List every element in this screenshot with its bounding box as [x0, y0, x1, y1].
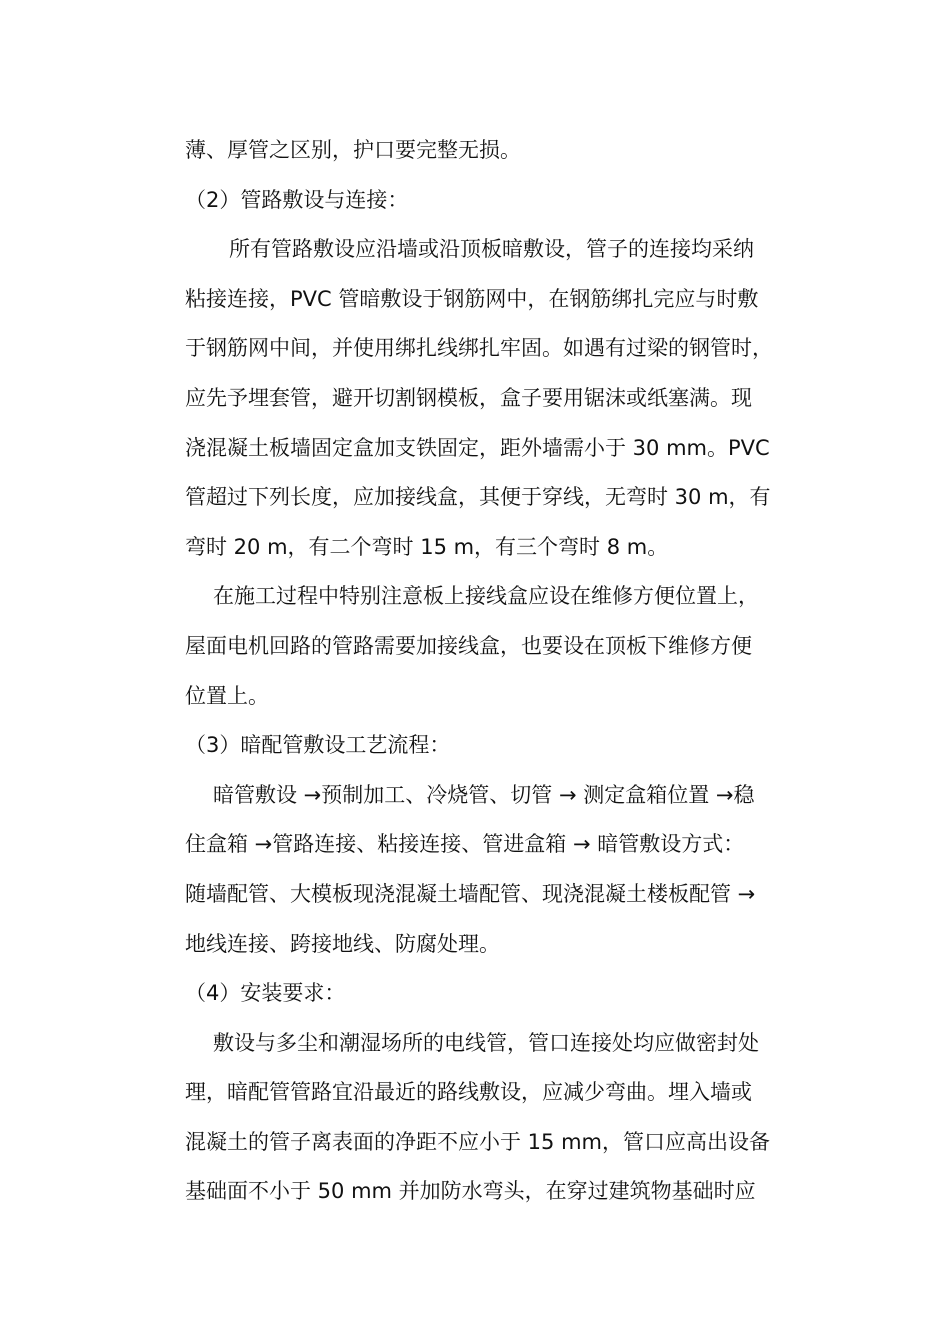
- paragraph-line: 混凝土的管子离表面的净距不应小于 15 mm，管口应高出设备: [185, 1129, 770, 1154]
- paragraph-line: 粘接连接，PVC 管暗敷设于钢筋网中，在钢筋绑扎完应与时敷: [185, 286, 759, 311]
- section-heading: （2）管路敷设与连接：: [185, 187, 409, 212]
- paragraph-line: 位置上。: [185, 683, 269, 708]
- paragraph-line: 基础面不小于 50 mm 并加防水弯头，在穿过建筑物基础时应: [185, 1179, 756, 1204]
- paragraph-line: 随墙配管、大模板现浇混凝土墙配管、现浇混凝土楼板配管 →: [185, 881, 756, 906]
- section-heading: （3）暗配管敷设工艺流程：: [185, 733, 451, 758]
- paragraph-line: 屋面电机回路的管路需要加接线盒，也要设在顶板下维修方便: [185, 633, 752, 658]
- paragraph-line: 理，暗配管管路宜沿最近的路线敷设，应减少弯曲。埋入墙或: [185, 1080, 752, 1105]
- paragraph-line: 于钢筋网中间，并使用绑扎线绑扎牢固。如遇有过梁的钢管时，: [185, 336, 773, 361]
- section-heading: （4）安装要求：: [185, 981, 346, 1006]
- paragraph-line: 所有管路敷设应沿墙或沿顶板暗敷设，管子的连接均采纳: [229, 237, 754, 262]
- paragraph-line: 薄、厚管之区别，护口要完整无损。: [185, 138, 521, 162]
- paragraph-line: 浇混凝土板墙固定盒加支铁固定，距外墙需小于 30 mm。PVC: [185, 435, 770, 460]
- document-body: [185, 126, 825, 1217]
- paragraph-line: 住盒箱 →管路连接、粘接连接、管进盒箱 → 暗管敷设方式：: [185, 832, 745, 857]
- paragraph-line: 弯时 20 m，有二个弯时 15 m，有三个弯时 8 m。: [185, 534, 669, 559]
- paragraph-line: 管超过下列长度，应加接线盒，其便于穿线，无弯时 30 m，有: [185, 485, 771, 510]
- paragraph-line: 应先予埋套管，避开切割钢模板，盒子要用锯沫或纸塞满。现: [185, 385, 752, 410]
- paragraph-line: 在施工过程中特别注意板上接线盒应设在维修方便位置上，: [213, 584, 759, 609]
- paragraph-line: 暗管敷设 →预制加工、冷烧管、切管 → 测定盒箱位置 →稳: [213, 782, 755, 807]
- paragraph-line: 地线连接、跨接地线、防腐处理。: [185, 931, 500, 956]
- paragraph-line: 敷设与多尘和潮湿场所的电线管，管口连接处均应做密封处: [213, 1030, 759, 1055]
